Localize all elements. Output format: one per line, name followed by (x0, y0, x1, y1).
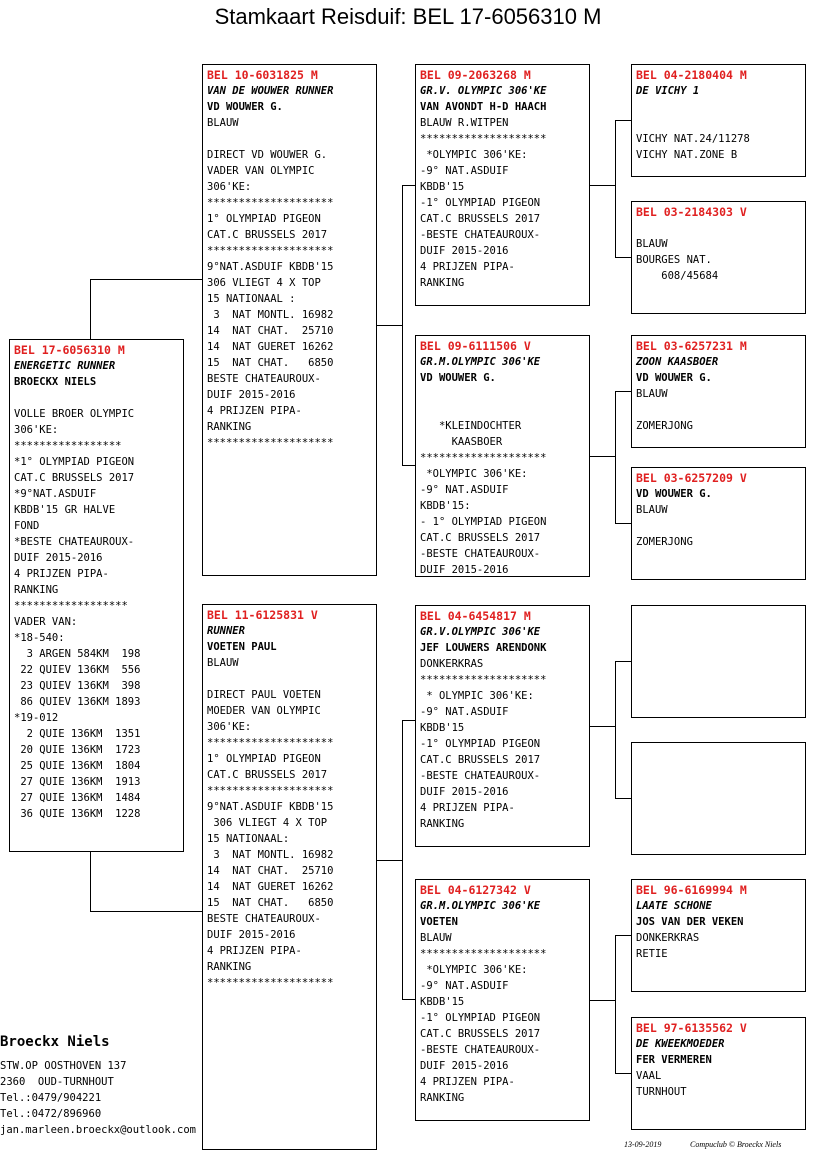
info-line: RANKING (420, 1092, 465, 1104)
info-line: * OLYMPIC 306'KE: (420, 690, 534, 702)
info-line: 14 NAT GUERET 16262 (207, 341, 334, 353)
info-line: -9° NAT.ASDUIF (420, 980, 509, 992)
info-line: ******************** (420, 133, 547, 145)
info-line: 3 NAT MONTL. 16982 (207, 309, 334, 321)
info-line: - 1° OLYMPIAD PIGEON (420, 516, 547, 528)
pigeon-card-main (9, 339, 184, 852)
ring-number: BEL 97-6135562 V (636, 1021, 747, 1035)
info-line: ******************** (207, 197, 334, 209)
ring-number: BEL 03-6257231 M (636, 339, 747, 353)
breeder-address: STW.OP OOSTHOVEN 137 (0, 1060, 127, 1072)
info-line: CAT.C BRUSSELS 2017 (207, 229, 328, 241)
info-line: RANKING (14, 584, 59, 596)
info-line: BLAUW R.WITPEN (420, 117, 509, 129)
info-line: BLAUW (207, 657, 239, 669)
info-line: -1° OLYMPIAD PIGEON (420, 197, 541, 209)
info-line: ******************** (207, 245, 334, 257)
pigeon-card-fmf (631, 335, 806, 448)
owner-name: FER VERMEREN (636, 1054, 712, 1066)
info-line: ***************** (14, 440, 122, 452)
pigeon-card-mother-mother (415, 879, 590, 1121)
ring-number: BEL 96-6169994 M (636, 883, 747, 897)
info-line: *BESTE CHATEAUROUX- (14, 536, 135, 548)
info-line: MOEDER VAN OLYMPIC (207, 705, 321, 717)
info-line: ******************** (207, 737, 334, 749)
info-line: DUIF 2015-2016 (420, 245, 509, 257)
info-line: 27 QUIE 136KM 1913 (14, 776, 141, 788)
info-line: 14 NAT CHAT. 25710 (207, 325, 334, 337)
info-line: ******************** (420, 948, 547, 960)
info-line: CAT.C BRUSSELS 2017 (420, 754, 541, 766)
breeder-name: Broeckx Niels (0, 1034, 110, 1050)
pigeon-name: RUNNER (207, 625, 245, 637)
info-line (420, 386, 585, 402)
info-line: KBDB'15 (420, 181, 465, 193)
info-line: VADER VAN OLYMPIC (207, 165, 315, 177)
info-line: DONKERKRAS (636, 932, 700, 944)
info-line: 306 VLIEGT 4 X TOP (207, 817, 328, 829)
info-line: DUIF 2015-2016 (420, 564, 509, 576)
pigeon-card-ffm (631, 201, 806, 314)
info-line: KBDB'15 (420, 996, 465, 1008)
info-line: RANKING (420, 277, 465, 289)
page-title: Stamkaart Reisduif: BEL 17-6056310 M (214, 4, 602, 29)
info-line: FOND (14, 520, 40, 532)
owner-name: BROECKX NIELS (14, 376, 97, 388)
info-line: 1° OLYMPIAD PIGEON (207, 753, 321, 765)
pigeon-card-mother (202, 604, 377, 1150)
info-line: KBDB'15 (420, 722, 465, 734)
info-line: -9° NAT.ASDUIF (420, 165, 509, 177)
info-line: *OLYMPIC 306'KE: (420, 468, 528, 480)
ring-number: BEL 03-2184303 V (636, 205, 747, 219)
info-line: KBDB'15: (420, 500, 471, 512)
breeder-phone-2: Tel.:0472/896960 (0, 1108, 102, 1120)
info-line: CAT.C BRUSSELS 2017 (420, 532, 541, 544)
info-line: BOURGES NAT. (636, 254, 712, 266)
owner-name: VD WOUWER G. (207, 101, 283, 113)
info-line: 4 PRIJZEN PIPA- (420, 802, 515, 814)
pigeon-card-fmm (631, 467, 806, 580)
info-line: ZOMERJONG (636, 420, 693, 432)
info-line: -BESTE CHATEAUROUX- (420, 770, 541, 782)
info-line: VADER VAN: (14, 616, 78, 628)
info-line: 3 ARGEN 584KM 198 (14, 648, 141, 660)
ring-number: BEL 09-2063268 M (420, 68, 531, 82)
info-line (207, 131, 372, 147)
info-line (636, 220, 801, 236)
info-line: KAASBOER (420, 436, 503, 448)
info-line: 15 NATIONAAL : (207, 293, 296, 305)
info-line: 27 QUIE 136KM 1484 (14, 792, 141, 804)
info-line: ******************** (420, 452, 547, 464)
info-line: DUIF 2015-2016 (14, 552, 103, 564)
info-line: CAT.C BRUSSELS 2017 (14, 472, 135, 484)
breeder-phone-1: Tel.:0479/904221 (0, 1092, 102, 1104)
info-line: 4 PRIJZEN PIPA- (420, 261, 515, 273)
info-line: 4 PRIJZEN PIPA- (207, 405, 302, 417)
info-line: -1° OLYMPIAD PIGEON (420, 738, 541, 750)
footer-credit: Compuclub © Broeckx Niels (690, 1140, 782, 1149)
info-line (636, 115, 801, 131)
info-line (636, 99, 801, 115)
owner-name: VD WOUWER G. (636, 488, 712, 500)
ring-number: BEL 04-6454817 M (420, 609, 531, 623)
info-line: BLAUW (636, 504, 668, 516)
info-line: -BESTE CHATEAUROUX- (420, 1044, 541, 1056)
info-line: -9° NAT.ASDUIF (420, 484, 509, 496)
info-line: 36 QUIE 136KM 1228 (14, 808, 141, 820)
pigeon-name: DE VICHY 1 (636, 85, 700, 97)
pigeon-name: GR.V. OLYMPIC 306'KE (420, 85, 547, 97)
breeder-city: 2360 OUD-TURNHOUT (0, 1076, 114, 1088)
info-line: 608/45684 (636, 270, 719, 282)
info-line: KBDB'15 GR HALVE (14, 504, 116, 516)
info-line: 22 QUIEV 136KM 556 (14, 664, 141, 676)
pigeon-card-mmm (631, 1017, 806, 1130)
info-line: RANKING (207, 421, 252, 433)
pigeon-name: GR.V.OLYMPIC 306'KE (420, 626, 541, 638)
info-line: RANKING (207, 961, 252, 973)
info-line: ZOMERJONG (636, 536, 693, 548)
info-line: *KLEINDOCHTER (420, 420, 522, 432)
info-line: 23 QUIEV 136KM 398 (14, 680, 141, 692)
ring-number: BEL 04-2180404 M (636, 68, 747, 82)
info-line: 86 QUIEV 136KM 1893 (14, 696, 141, 708)
pigeon-card-mfm-empty (631, 742, 806, 855)
info-line: CAT.C BRUSSELS 2017 (420, 1028, 541, 1040)
owner-name: JOS VAN DER VEKEN (636, 916, 744, 928)
pigeon-card-fff (631, 64, 806, 177)
info-line: ******************** (207, 437, 334, 449)
info-line: 15 NAT CHAT. 6850 (207, 357, 334, 369)
info-line: VICHY NAT.24/11278 (636, 133, 750, 145)
pigeon-card-father-father (415, 64, 590, 306)
info-line: DUIF 2015-2016 (420, 786, 509, 798)
info-line: 306 VLIEGT 4 X TOP (207, 277, 321, 289)
info-line: DUIF 2015-2016 (207, 929, 296, 941)
info-line: DUIF 2015-2016 (207, 389, 296, 401)
info-line (207, 671, 372, 687)
info-line (636, 402, 801, 418)
info-line: DIRECT PAUL VOETEN (207, 689, 321, 701)
info-line: 306'KE: (207, 181, 252, 193)
info-line: TURNHOUT (636, 1086, 687, 1098)
info-line: 14 NAT CHAT. 25710 (207, 865, 334, 877)
info-line: -BESTE CHATEAUROUX- (420, 229, 541, 241)
footer-date: 13-09-2019 (624, 1140, 662, 1149)
info-line: *1° OLYMPIAD PIGEON (14, 456, 135, 468)
info-line: 15 NAT CHAT. 6850 (207, 897, 334, 909)
info-line: 25 QUIE 136KM 1804 (14, 760, 141, 772)
info-line: CAT.C BRUSSELS 2017 (420, 213, 541, 225)
info-line: VOLLE BROER OLYMPIC (14, 408, 135, 420)
info-line: BESTE CHATEAUROUX- (207, 373, 321, 385)
info-line: ******************** (420, 674, 547, 686)
pigeon-name: ENERGETIC RUNNER (14, 360, 116, 372)
pigeon-name: GR.M.OLYMPIC 306'KE (420, 356, 541, 368)
info-line: *9°NAT.ASDUIF (14, 488, 97, 500)
info-line: BLAUW (636, 238, 668, 250)
info-line: 1° OLYMPIAD PIGEON (207, 213, 321, 225)
info-line: DONKERKRAS (420, 658, 484, 670)
owner-name: VOETEN PAUL (207, 641, 277, 653)
breeder-email: jan.marleen.broeckx@outlook.com (0, 1124, 196, 1136)
info-line: BLAUW (420, 932, 452, 944)
info-line: ******************** (207, 785, 334, 797)
pigeon-name: LAATE SCHONE (636, 900, 712, 912)
info-line: 9°NAT.ASDUIF KBDB'15 (207, 801, 334, 813)
info-line: -1° OLYMPIAD PIGEON (420, 1012, 541, 1024)
info-line: 4 PRIJZEN PIPA- (207, 945, 302, 957)
info-line: RANKING (420, 818, 465, 830)
info-line: -9° NAT.ASDUIF (420, 706, 509, 718)
pigeon-card-mff-empty (631, 605, 806, 718)
pigeon-card-father (202, 64, 377, 576)
info-line: VAAL (636, 1070, 662, 1082)
info-line: 2 QUIE 136KM 1351 (14, 728, 141, 740)
info-line: 4 PRIJZEN PIPA- (420, 1076, 515, 1088)
owner-name: JEF LOUWERS ARENDONK (420, 642, 547, 654)
owner-name: VAN AVONDT H-D HAACH (420, 101, 547, 113)
ring-number: BEL 09-6111506 V (420, 339, 531, 353)
info-line (420, 402, 585, 418)
info-line: BLAUW (207, 117, 239, 129)
pigeon-card-father-mother (415, 335, 590, 577)
pigeon-name: VAN DE WOUWER RUNNER (207, 85, 334, 97)
info-line: 306'KE: (14, 424, 59, 436)
info-line: 14 NAT GUERET 16262 (207, 881, 334, 893)
info-line (636, 518, 801, 534)
info-line: *19-012 (14, 712, 59, 724)
pigeon-card-mmf (631, 879, 806, 992)
info-line: ****************** (14, 600, 128, 612)
info-line (14, 390, 179, 406)
info-line: VICHY NAT.ZONE B (636, 149, 738, 161)
info-line: 4 PRIJZEN PIPA- (14, 568, 109, 580)
ring-number: BEL 17-6056310 M (14, 343, 125, 357)
info-line: 15 NATIONAAL: (207, 833, 290, 845)
ring-number: BEL 04-6127342 V (420, 883, 531, 897)
pigeon-name: DE KWEEKMOEDER (636, 1038, 725, 1050)
info-line: BLAUW (636, 388, 668, 400)
ring-number: BEL 03-6257209 V (636, 471, 747, 485)
info-line: ******************** (207, 977, 334, 989)
info-line: 20 QUIE 136KM 1723 (14, 744, 141, 756)
ring-number: BEL 11-6125831 V (207, 608, 318, 622)
info-line: CAT.C BRUSSELS 2017 (207, 769, 328, 781)
pigeon-name: GR.M.OLYMPIC 306'KE (420, 900, 541, 912)
info-line: RETIE (636, 948, 668, 960)
info-line: *OLYMPIC 306'KE: (420, 964, 528, 976)
pigeon-name: ZOON KAASBOER (636, 356, 719, 368)
info-line: *OLYMPIC 306'KE: (420, 149, 528, 161)
info-line: *18-540: (14, 632, 65, 644)
info-line: 3 NAT MONTL. 16982 (207, 849, 334, 861)
info-line: DIRECT VD WOUWER G. (207, 149, 328, 161)
pigeon-card-mother-father (415, 605, 590, 847)
info-line: BESTE CHATEAUROUX- (207, 913, 321, 925)
info-line: DUIF 2015-2016 (420, 1060, 509, 1072)
info-line: -BESTE CHATEAUROUX- (420, 548, 541, 560)
owner-name: VD WOUWER G. (420, 372, 496, 384)
owner-name: VOETEN (420, 916, 458, 928)
ring-number: BEL 10-6031825 M (207, 68, 318, 82)
info-line: 9°NAT.ASDUIF KBDB'15 (207, 261, 334, 273)
owner-name: VD WOUWER G. (636, 372, 712, 384)
info-line: 306'KE: (207, 721, 252, 733)
